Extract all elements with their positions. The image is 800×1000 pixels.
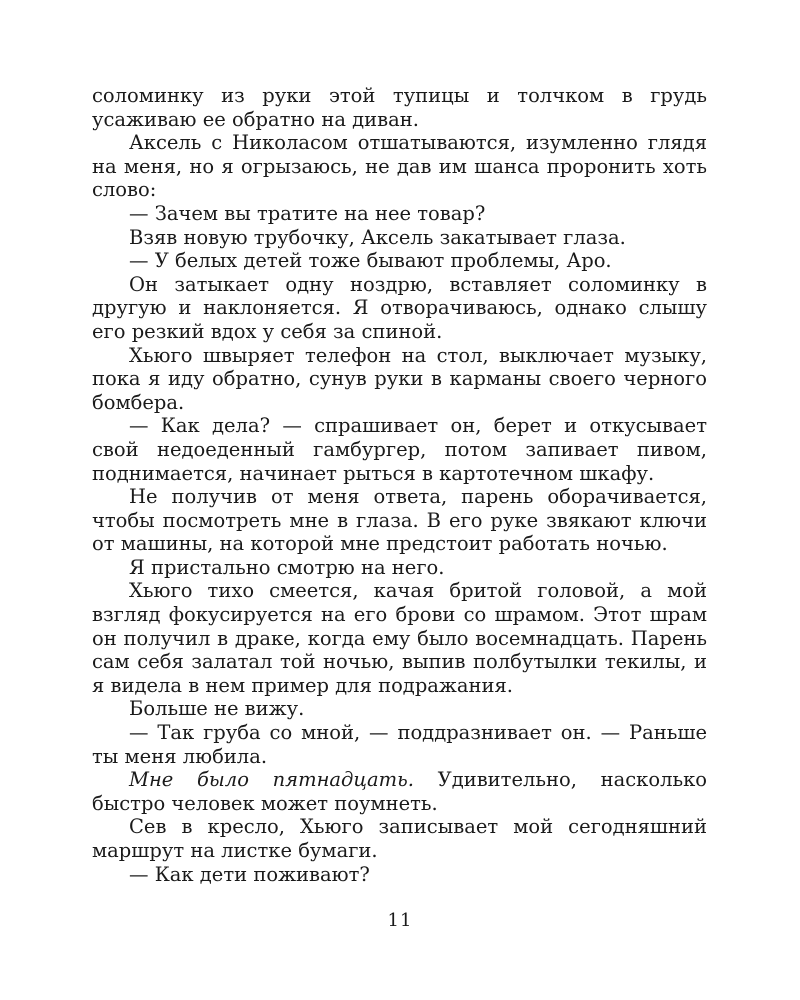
paragraph: Взяв новую трубочку, Аксель закатывает глаза. <box>129 225 626 249</box>
paragraph: Хьюго тихо смеется, качая бритой головой, а мой взгляд фокусируется на его брови со шрамом. Этот шрам он получил в драке, когда ему было восемнадцать. Парень сам себя залатал той ночью, выпив полбутылки текилы, и я видела в нем пример для подражания. <box>92 579 707 697</box>
paragraph-rest: Удивительно, насколько быстро человек может поумнеть. <box>92 768 707 815</box>
italic-phrase: Мне было пятнадцать. <box>129 768 414 792</box>
paragraph: Я пристально смотрю на него. <box>129 555 445 579</box>
dialogue-line: — Зачем вы тратите на нее товар? <box>129 201 486 225</box>
dialogue-line: — У белых детей тоже бывают проблемы, Аро. <box>129 249 612 273</box>
paragraph: соломинку из руки этой тупицы и толчком в грудь усаживаю ее обратно на диван. <box>92 84 707 131</box>
paragraph: Хьюго швыряет телефон на стол, выключает музыку, пока я иду обратно, сунув руки в карманы своего черного бомбера. <box>92 343 707 414</box>
dialogue-line: — Как дела? — спрашивает он, берет и откусывает свой недоеденный гамбургер, потом запивает пивом, поднимается, начинает рыться в картотечном шкафу. <box>92 414 707 485</box>
dialogue-line: — Как дети поживают? <box>129 862 370 886</box>
dialogue-line: — Так груба со мной, — поддразнивает он. — Раньше ты меня любила. <box>92 721 707 768</box>
paragraph: Он затыкает одну ноздрю, вставляет соломинку в другую и наклоняется. Я отворачиваюсь, однако слышу его резкий вдох у себя за спиной. <box>92 272 707 343</box>
paragraph: Больше не вижу. <box>129 697 305 721</box>
paragraph: Аксель с Николасом отшатываются, изумленно глядя на меня, но я огрызаюсь, не дав им шанса проронить хоть слово: <box>92 131 707 202</box>
paragraph: Не получив от меня ответа, парень оборачивается, чтобы посмотреть мне в глаза. В его руке звякают ключи от машины, на которой мне предстоит работать ночью. <box>92 485 707 556</box>
body-text <box>92 84 707 886</box>
paragraph <box>92 768 707 815</box>
page-number: 11 <box>387 910 413 931</box>
paragraph: Сев в кресло, Хьюго записывает мой сегодняшний маршрут на листке бумаги. <box>92 815 707 862</box>
